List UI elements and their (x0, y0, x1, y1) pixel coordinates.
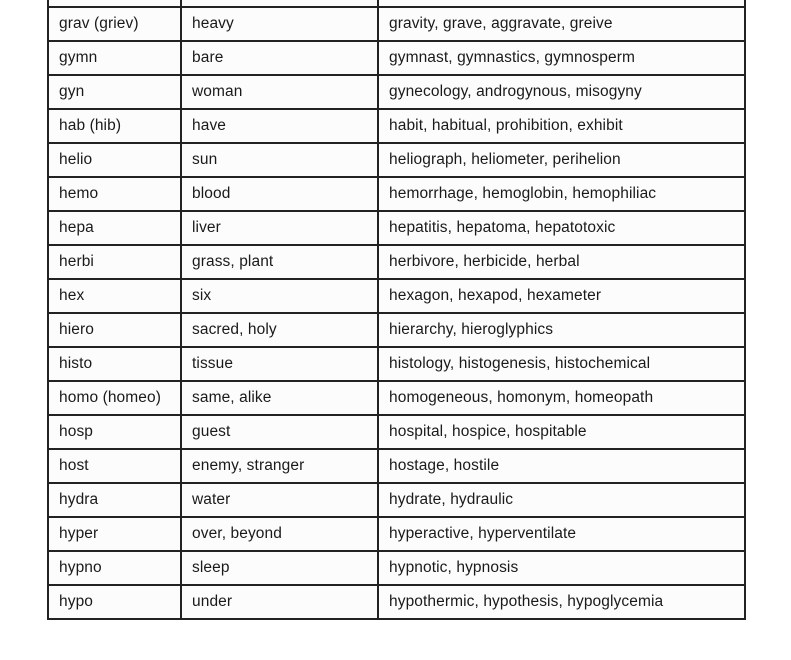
examples-cell (378, 0, 745, 7)
roots-table-container (47, 0, 744, 620)
meaning-cell: over, beyond (181, 517, 378, 551)
meaning-cell: bare (181, 41, 378, 75)
meaning-cell: enemy, stranger (181, 449, 378, 483)
table-row (48, 211, 745, 245)
table-row (48, 551, 745, 585)
table-row (48, 347, 745, 381)
meaning-cell: have (181, 109, 378, 143)
root-cell: hemo (48, 177, 181, 211)
meaning-cell: guest (181, 415, 378, 449)
examples-cell: hostage, hostile (378, 449, 745, 483)
examples-cell: herbivore, herbicide, herbal (378, 245, 745, 279)
table-row (48, 381, 745, 415)
table-row (48, 75, 745, 109)
table-row (48, 177, 745, 211)
root-cell: helio (48, 143, 181, 177)
root-cell: hydra (48, 483, 181, 517)
meaning-cell: same, alike (181, 381, 378, 415)
examples-cell: hierarchy, hieroglyphics (378, 313, 745, 347)
meaning-cell: sacred, holy (181, 313, 378, 347)
table-row (48, 41, 745, 75)
root-cell: hosp (48, 415, 181, 449)
root-cell: histo (48, 347, 181, 381)
table-row (48, 313, 745, 347)
meaning-cell: sun (181, 143, 378, 177)
root-cell: host (48, 449, 181, 483)
table-row (48, 7, 745, 41)
examples-cell: gravity, grave, aggravate, greive (378, 7, 745, 41)
root-cell (48, 0, 181, 7)
root-cell: hyper (48, 517, 181, 551)
meaning-cell: woman (181, 75, 378, 109)
table-row (48, 517, 745, 551)
table-row (48, 415, 745, 449)
examples-cell: heliograph, heliometer, perihelion (378, 143, 745, 177)
root-cell: herbi (48, 245, 181, 279)
table-row (48, 109, 745, 143)
examples-cell: hepatitis, hepatoma, hepatotoxic (378, 211, 745, 245)
examples-cell: homogeneous, homonym, homeopath (378, 381, 745, 415)
root-cell: gyn (48, 75, 181, 109)
examples-cell: habit, habitual, prohibition, exhibit (378, 109, 745, 143)
meaning-cell: grass, plant (181, 245, 378, 279)
root-cell: hypo (48, 585, 181, 619)
examples-cell: hemorrhage, hemoglobin, hemophiliac (378, 177, 745, 211)
table-row (48, 245, 745, 279)
examples-cell: gymnast, gymnastics, gymnosperm (378, 41, 745, 75)
meaning-cell: water (181, 483, 378, 517)
root-cell: hiero (48, 313, 181, 347)
root-cell: hepa (48, 211, 181, 245)
table-row (48, 449, 745, 483)
meaning-cell: six (181, 279, 378, 313)
table-row (48, 483, 745, 517)
root-cell: homo (homeo) (48, 381, 181, 415)
examples-cell: hospital, hospice, hospitable (378, 415, 745, 449)
root-cell: hab (hib) (48, 109, 181, 143)
meaning-cell: tissue (181, 347, 378, 381)
meaning-cell (181, 0, 378, 7)
table-row (48, 0, 745, 7)
examples-cell: gynecology, androgynous, misogyny (378, 75, 745, 109)
table-row (48, 143, 745, 177)
table-body (48, 0, 745, 619)
table-row (48, 585, 745, 619)
examples-cell: histology, histogenesis, histochemical (378, 347, 745, 381)
examples-cell: hypnotic, hypnosis (378, 551, 745, 585)
root-cell: grav (griev) (48, 7, 181, 41)
root-cell: hex (48, 279, 181, 313)
meaning-cell: heavy (181, 7, 378, 41)
meaning-cell: blood (181, 177, 378, 211)
table-row (48, 279, 745, 313)
meaning-cell: sleep (181, 551, 378, 585)
examples-cell: hyperactive, hyperventilate (378, 517, 745, 551)
meaning-cell: liver (181, 211, 378, 245)
examples-cell: hydrate, hydraulic (378, 483, 745, 517)
examples-cell: hypothermic, hypothesis, hypoglycemia (378, 585, 745, 619)
root-cell: gymn (48, 41, 181, 75)
root-cell: hypno (48, 551, 181, 585)
meaning-cell: under (181, 585, 378, 619)
word-roots-table (47, 0, 746, 620)
examples-cell: hexagon, hexapod, hexameter (378, 279, 745, 313)
